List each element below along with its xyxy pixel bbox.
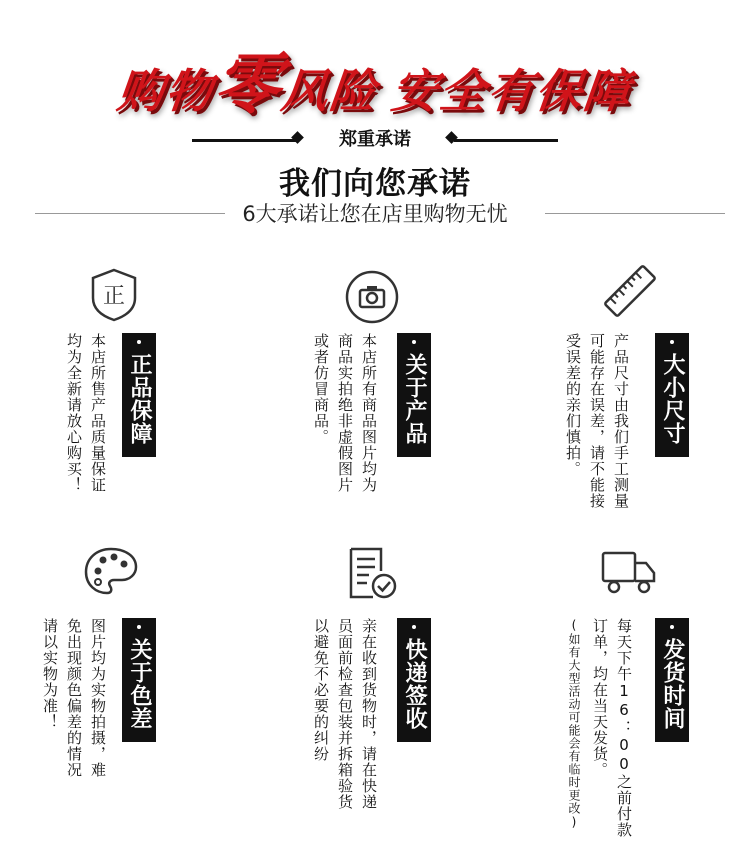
title-shipping: 发货时间 [655, 618, 689, 742]
slogan: 购物零风险 安全有保障 [114, 46, 635, 123]
headline: 我们向您承诺 [279, 166, 471, 202]
subline: 6大承诺让您在店里购物无忧 [242, 202, 508, 226]
subline-rule-right [545, 213, 725, 214]
shield-zheng-icon [85, 265, 143, 323]
promise-label-row [0, 125, 750, 155]
camera-icon [343, 268, 401, 326]
title-delivery: 快递签收 [397, 618, 431, 742]
ruler-icon [601, 262, 659, 320]
body-shipping: 每天下午16：00之前付款 订单，均在当天发货。 [591, 618, 633, 838]
body-product: 本店所有商品图片均为 商品实拍绝非虚假图片 或者仿冒商品。 [312, 333, 378, 493]
checklist-icon [343, 545, 401, 603]
title-size: 大小尺寸 [655, 333, 689, 457]
shipping-note: (如有大型活动可能会有临时更改) [567, 618, 581, 830]
divider-right [454, 139, 558, 142]
body-genuine: 本店所售产品质量保证 均为全新请放心购买！ [65, 333, 107, 493]
promise-label: 郑重承诺 [339, 129, 411, 150]
body-size: 产品尺寸由我们手工测量 可能存在误差，请不能接 受误差的亲们慎拍。 [564, 333, 630, 509]
title-color: 关于色差 [122, 618, 156, 742]
palette-icon [82, 543, 140, 601]
body-color: 图片均为实物拍摄，难 免出现颜色偏差的情况 请以实物为准！ [41, 618, 107, 778]
body-delivery: 亲在收到货物时，请在快递 员面前检查包装并拆箱验货 以避免不必要的纠纷 [312, 618, 378, 810]
title-genuine: 正品保障 [122, 333, 156, 457]
truck-icon [600, 543, 658, 601]
svg-text:正: 正 [102, 284, 126, 309]
title-product: 关于产品 [397, 333, 431, 457]
slogan-banner [0, 40, 750, 130]
subline-row [0, 198, 750, 230]
